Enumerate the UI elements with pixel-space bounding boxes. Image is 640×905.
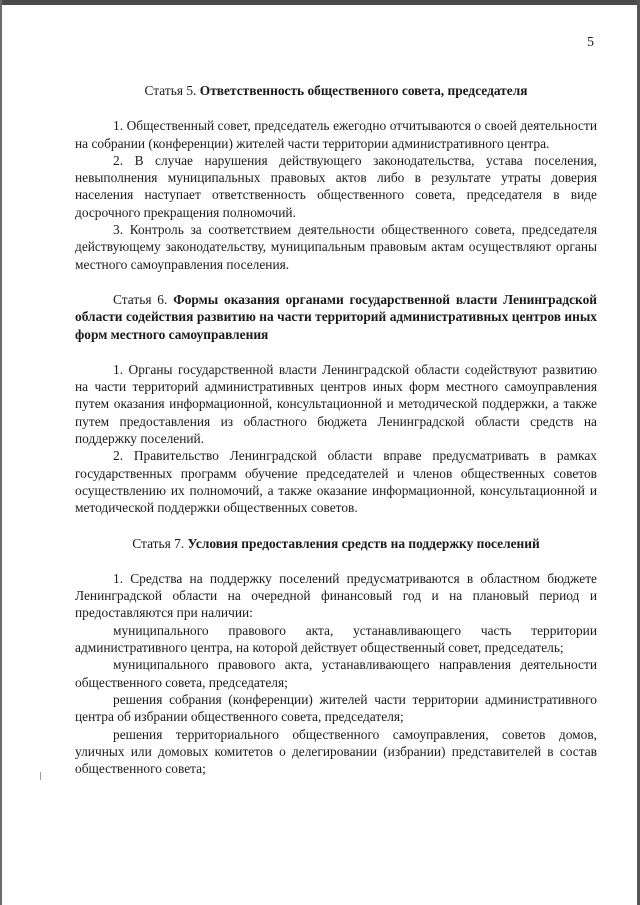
article-5-paragraph-3: 3. Контроль за соответствием деятельности общественного совета, председателя действующему законодательству, муниципальным правовым актам осуществляют органы местного самоуправления поселения. xyxy=(75,222,597,272)
article-6-paragraph-1: 1. Органы государственной власти Ленинградской области содействуют развитию на части территорий административных центров иных форм местного самоуправления путем оказания информационной, консультационной и методической поддержки, а также путем предоставления из областного бюджета Ленинградской области средств на поддержку поселений. xyxy=(75,361,597,447)
article-7-heading xyxy=(75,535,597,552)
article-7-title: Условия предоставления средств на поддержку поселений xyxy=(187,535,540,551)
spacer xyxy=(75,517,597,535)
scan-edge-top xyxy=(0,0,640,5)
article-7-paragraph-4: решения собрания (конференции) жителей части территории административного центра об избрании общественного совета, председателя; xyxy=(75,691,597,725)
article-6-heading xyxy=(75,291,597,343)
article-6-paragraph-2: 2. Правительство Ленинградской области вправе предусматривать в рамках государственных программ обучение председателей и членов общественных советов осуществлению их полномочий, а также оказание информационной, консультационной и методической поддержки общественных советов. xyxy=(75,448,597,516)
article-5-paragraph-1: 1. Общественный совет, председатель ежегодно отчитываются о своей деятельности на собрании (конференции) жителей части территории административного центра. xyxy=(75,118,597,151)
margin-mark xyxy=(40,772,41,780)
spacer xyxy=(75,343,597,361)
article-7-prefix: Статья 7. xyxy=(132,535,185,551)
page-number: 5 xyxy=(587,35,594,50)
article-5-heading xyxy=(75,82,597,99)
scan-edge-left xyxy=(0,0,2,905)
spacer xyxy=(75,552,597,570)
article-7-paragraph-2: муниципального правового акта, устанавливающего часть территории административного центра, на которой действует общественный совет, председатель; xyxy=(75,622,597,656)
article-6-heading-text xyxy=(75,291,597,343)
article-7-paragraph-3: муниципального правового акта, устанавливающего направления деятельности общественного совета, председателя; xyxy=(75,657,597,690)
article-7-paragraph-1: 1. Средства на поддержку поселений предусматриваются в областном бюджете Ленинградской области на очередной финансовый год и на плановый период и предоставляются при наличии: xyxy=(75,570,597,621)
article-5-prefix: Статья 5. xyxy=(144,83,197,98)
article-6-prefix: Статья 6. xyxy=(113,291,168,307)
article-5-title: Ответственность общественного совета, председателя xyxy=(199,83,528,98)
article-6-title: Формы оказания органами государственной власти Ленинградской области содействия развитию на части территорий административных центров иных форм местного самоуправления xyxy=(75,291,597,342)
spacer xyxy=(75,273,597,291)
article-5-paragraph-2: 2. В случае нарушения действующего законодательства, устава поселения, невыполнения муниципальных правовых актов либо в результате утраты доверия населения наступает ответственность общественного совета, председателя в виде досрочного прекращения полномочий. xyxy=(75,152,597,220)
article-7-paragraph-5: решения территориального общественного самоуправления, советов домов, уличных или домовых комитетов о делегировании (избрании) представителей в состав общественного совета; xyxy=(75,726,597,777)
spacer xyxy=(75,99,597,117)
document-body xyxy=(75,82,597,777)
